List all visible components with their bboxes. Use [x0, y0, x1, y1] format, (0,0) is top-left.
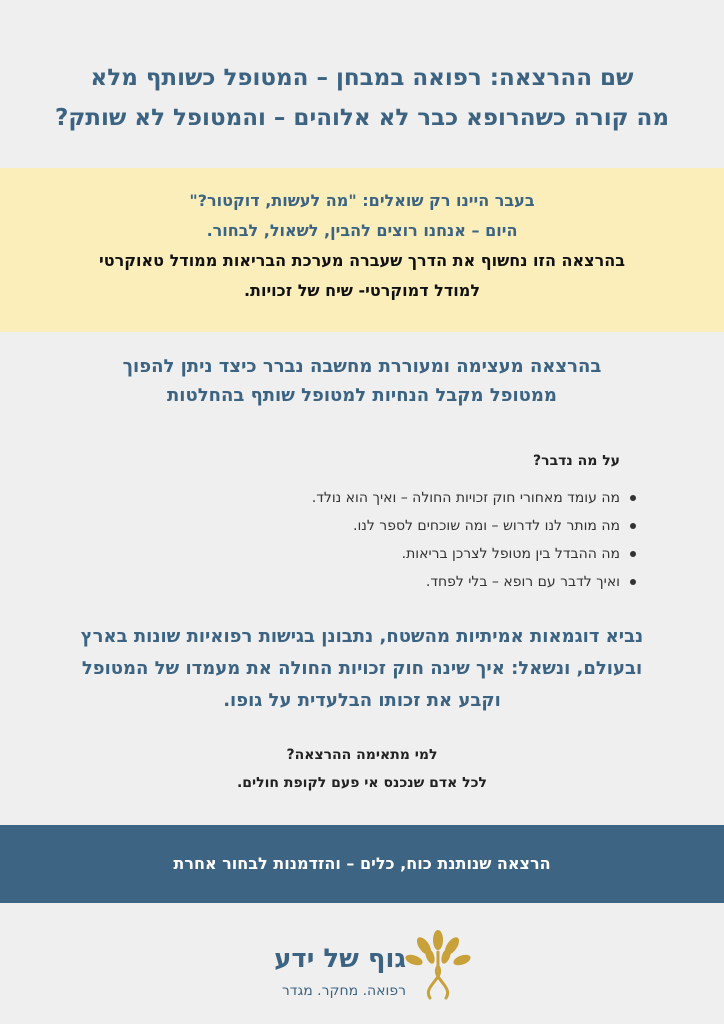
- examples-paragraph: [0, 621, 724, 717]
- list-item: [312, 484, 636, 512]
- list-item-text: מה ההבדל בין מטופל לצרכן בריאות.: [401, 546, 620, 562]
- bullet-icon: [630, 551, 636, 557]
- bullet-icon: [630, 579, 636, 585]
- intro-line-4: למודל דמוקרטי- שיח של זכויות.: [243, 281, 481, 300]
- examples-line-3: וקבע את זכותו הבלעדית על גופו.: [223, 690, 501, 711]
- title-line-1: שם ההרצאה: רפואה במבחן – המטופל כשותף מלא: [90, 65, 634, 91]
- list-item-text: ואיך לדבר עם רופא – בלי לפחד.: [425, 574, 620, 590]
- intro-box: [0, 168, 724, 332]
- examples-line-1: נביא דוגמאות אמיתיות מהשטח, נתבונן בגישות רפואיות שונות בארץ: [80, 626, 644, 647]
- list-item: [312, 512, 636, 540]
- audience-question: למי מתאימה ההרצאה?: [286, 747, 438, 763]
- brand-tagline: רפואה. מחקר. מגדר: [281, 983, 406, 999]
- bullet-icon: [630, 495, 636, 501]
- brand-name: גוף של ידע: [274, 944, 406, 974]
- highlight-paragraph: [0, 352, 724, 410]
- tree-logo-icon: [400, 926, 476, 1002]
- highlight-line-1: בהרצאה מעצימה ומעוררת מחשבה נברר כיצד ניתן להפוך: [122, 356, 602, 377]
- audience-answer: לכל אדם שנכנס אי פעם לקופת חולים.: [236, 775, 488, 791]
- audience-section: [0, 741, 724, 797]
- topics-heading: על מה נדבר?: [533, 453, 620, 469]
- intro-line-3: בהרצאה הזו נחשוף את הדרך שעברה מערכת הבריאות ממודל טאוקרטי: [99, 251, 625, 270]
- bullet-icon: [630, 523, 636, 529]
- title-line-2: מה קורה כשהרופא כבר לא אלוהים – והמטופל לא שותק?: [55, 105, 669, 131]
- examples-line-2: ובעולם, ונשאל: איך שינה חוק זכויות החולה את מעמדו של המטופל: [81, 658, 643, 679]
- bottom-banner: הרצאה שנותנת כוח, כלים – והזדמנות לבחור אחרת: [0, 825, 724, 903]
- list-item: [312, 540, 636, 568]
- intro-line-1: בעבר היינו רק שואלים: "מה לעשות, דוקטור?": [189, 191, 535, 210]
- list-item-text: מה מותר לנו לדרוש – ומה שוכחים לספר לנו.: [353, 518, 620, 534]
- topics-list: [312, 484, 636, 596]
- page-title: [0, 58, 724, 138]
- list-item-text: מה עומד מאחורי חוק זכויות החולה – ואיך הוא נולד.: [311, 490, 620, 506]
- intro-line-2: היום – אנחנו רוצים להבין, לשאול, לבחור.: [206, 221, 518, 240]
- highlight-line-2: ממטופל מקבל הנחיות למטופל שותף בהחלטות: [167, 385, 557, 406]
- list-item: [312, 568, 636, 596]
